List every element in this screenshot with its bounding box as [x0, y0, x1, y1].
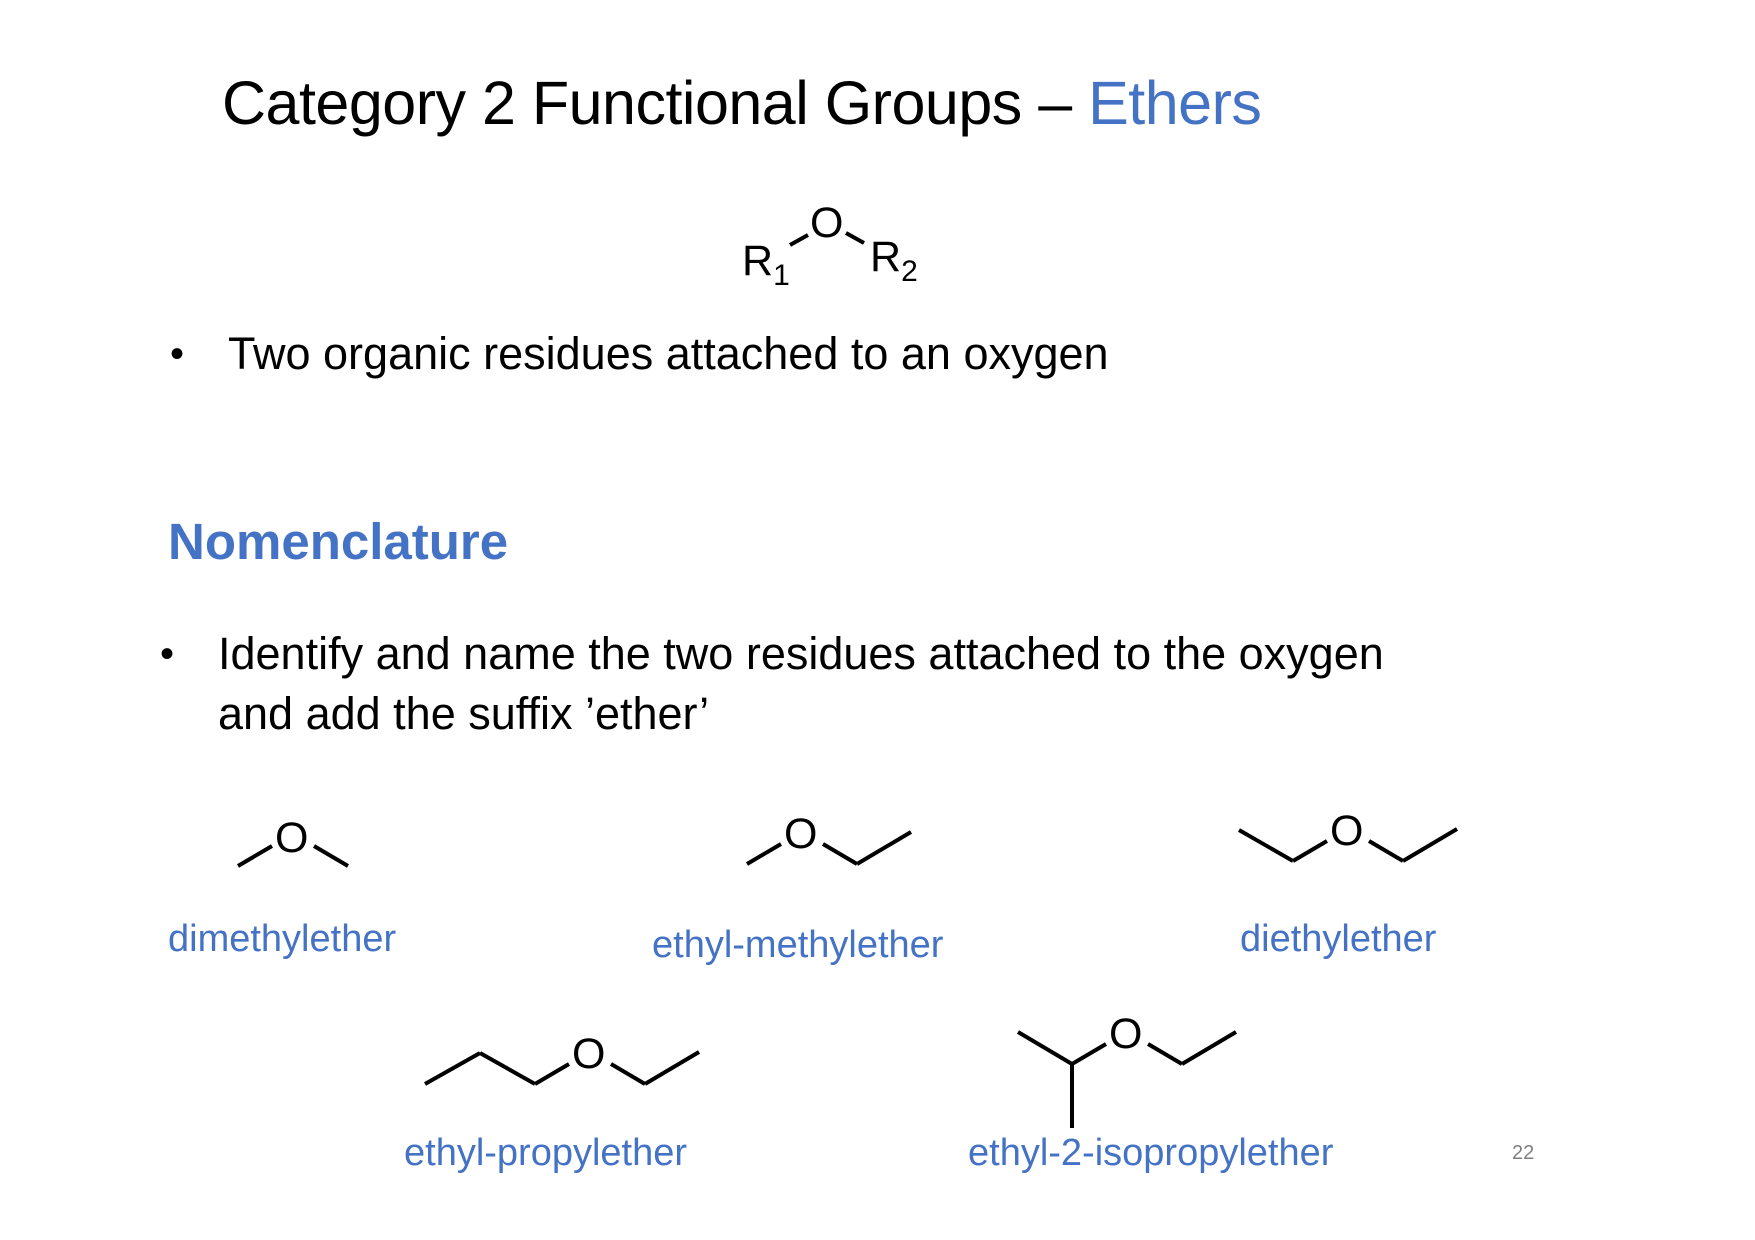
oxygen-atom: O	[1330, 807, 1364, 855]
name-ethyl-2-isopropylether: ethyl-2-isopropylether	[968, 1132, 1334, 1174]
bond	[1018, 1032, 1072, 1064]
page-number: 22	[1512, 1142, 1535, 1164]
r1-label: $R_1$	[742, 237, 790, 292]
oxygen-atom: O	[784, 810, 818, 858]
nomenclature-rule-line2: and add the suffix ’ether’	[218, 688, 710, 739]
name-ethyl-methylether: ethyl-methylether	[652, 924, 944, 966]
oxygen-atom: O	[1109, 1010, 1143, 1058]
bullet-dot: •	[170, 332, 185, 376]
name-ethyl-propylether: ethyl-propylether	[404, 1132, 688, 1174]
bullet-dot: •	[160, 632, 175, 676]
bond	[1148, 1044, 1182, 1064]
bond	[1072, 1044, 1106, 1064]
oxygen-atom: O	[572, 1030, 606, 1078]
r2-label: $R_2$	[870, 233, 918, 288]
title-main: Category 2 Functional Groups –	[222, 69, 1089, 137]
title-accent: Ethers	[1088, 69, 1262, 137]
bullet-text: Two organic residues attached to an oxygen	[228, 328, 1109, 379]
bond	[1182, 1032, 1236, 1064]
nomenclature-rule-line1: Identify and name the two residues attached to the oxygen	[218, 628, 1384, 679]
oxygen-atom: O	[275, 814, 309, 862]
oxygen-atom: O	[810, 199, 844, 247]
nomenclature-heading: Nomenclature	[168, 513, 509, 570]
name-diethylether: diethylether	[1240, 918, 1437, 960]
name-dimethylether: dimethylether	[168, 918, 397, 960]
